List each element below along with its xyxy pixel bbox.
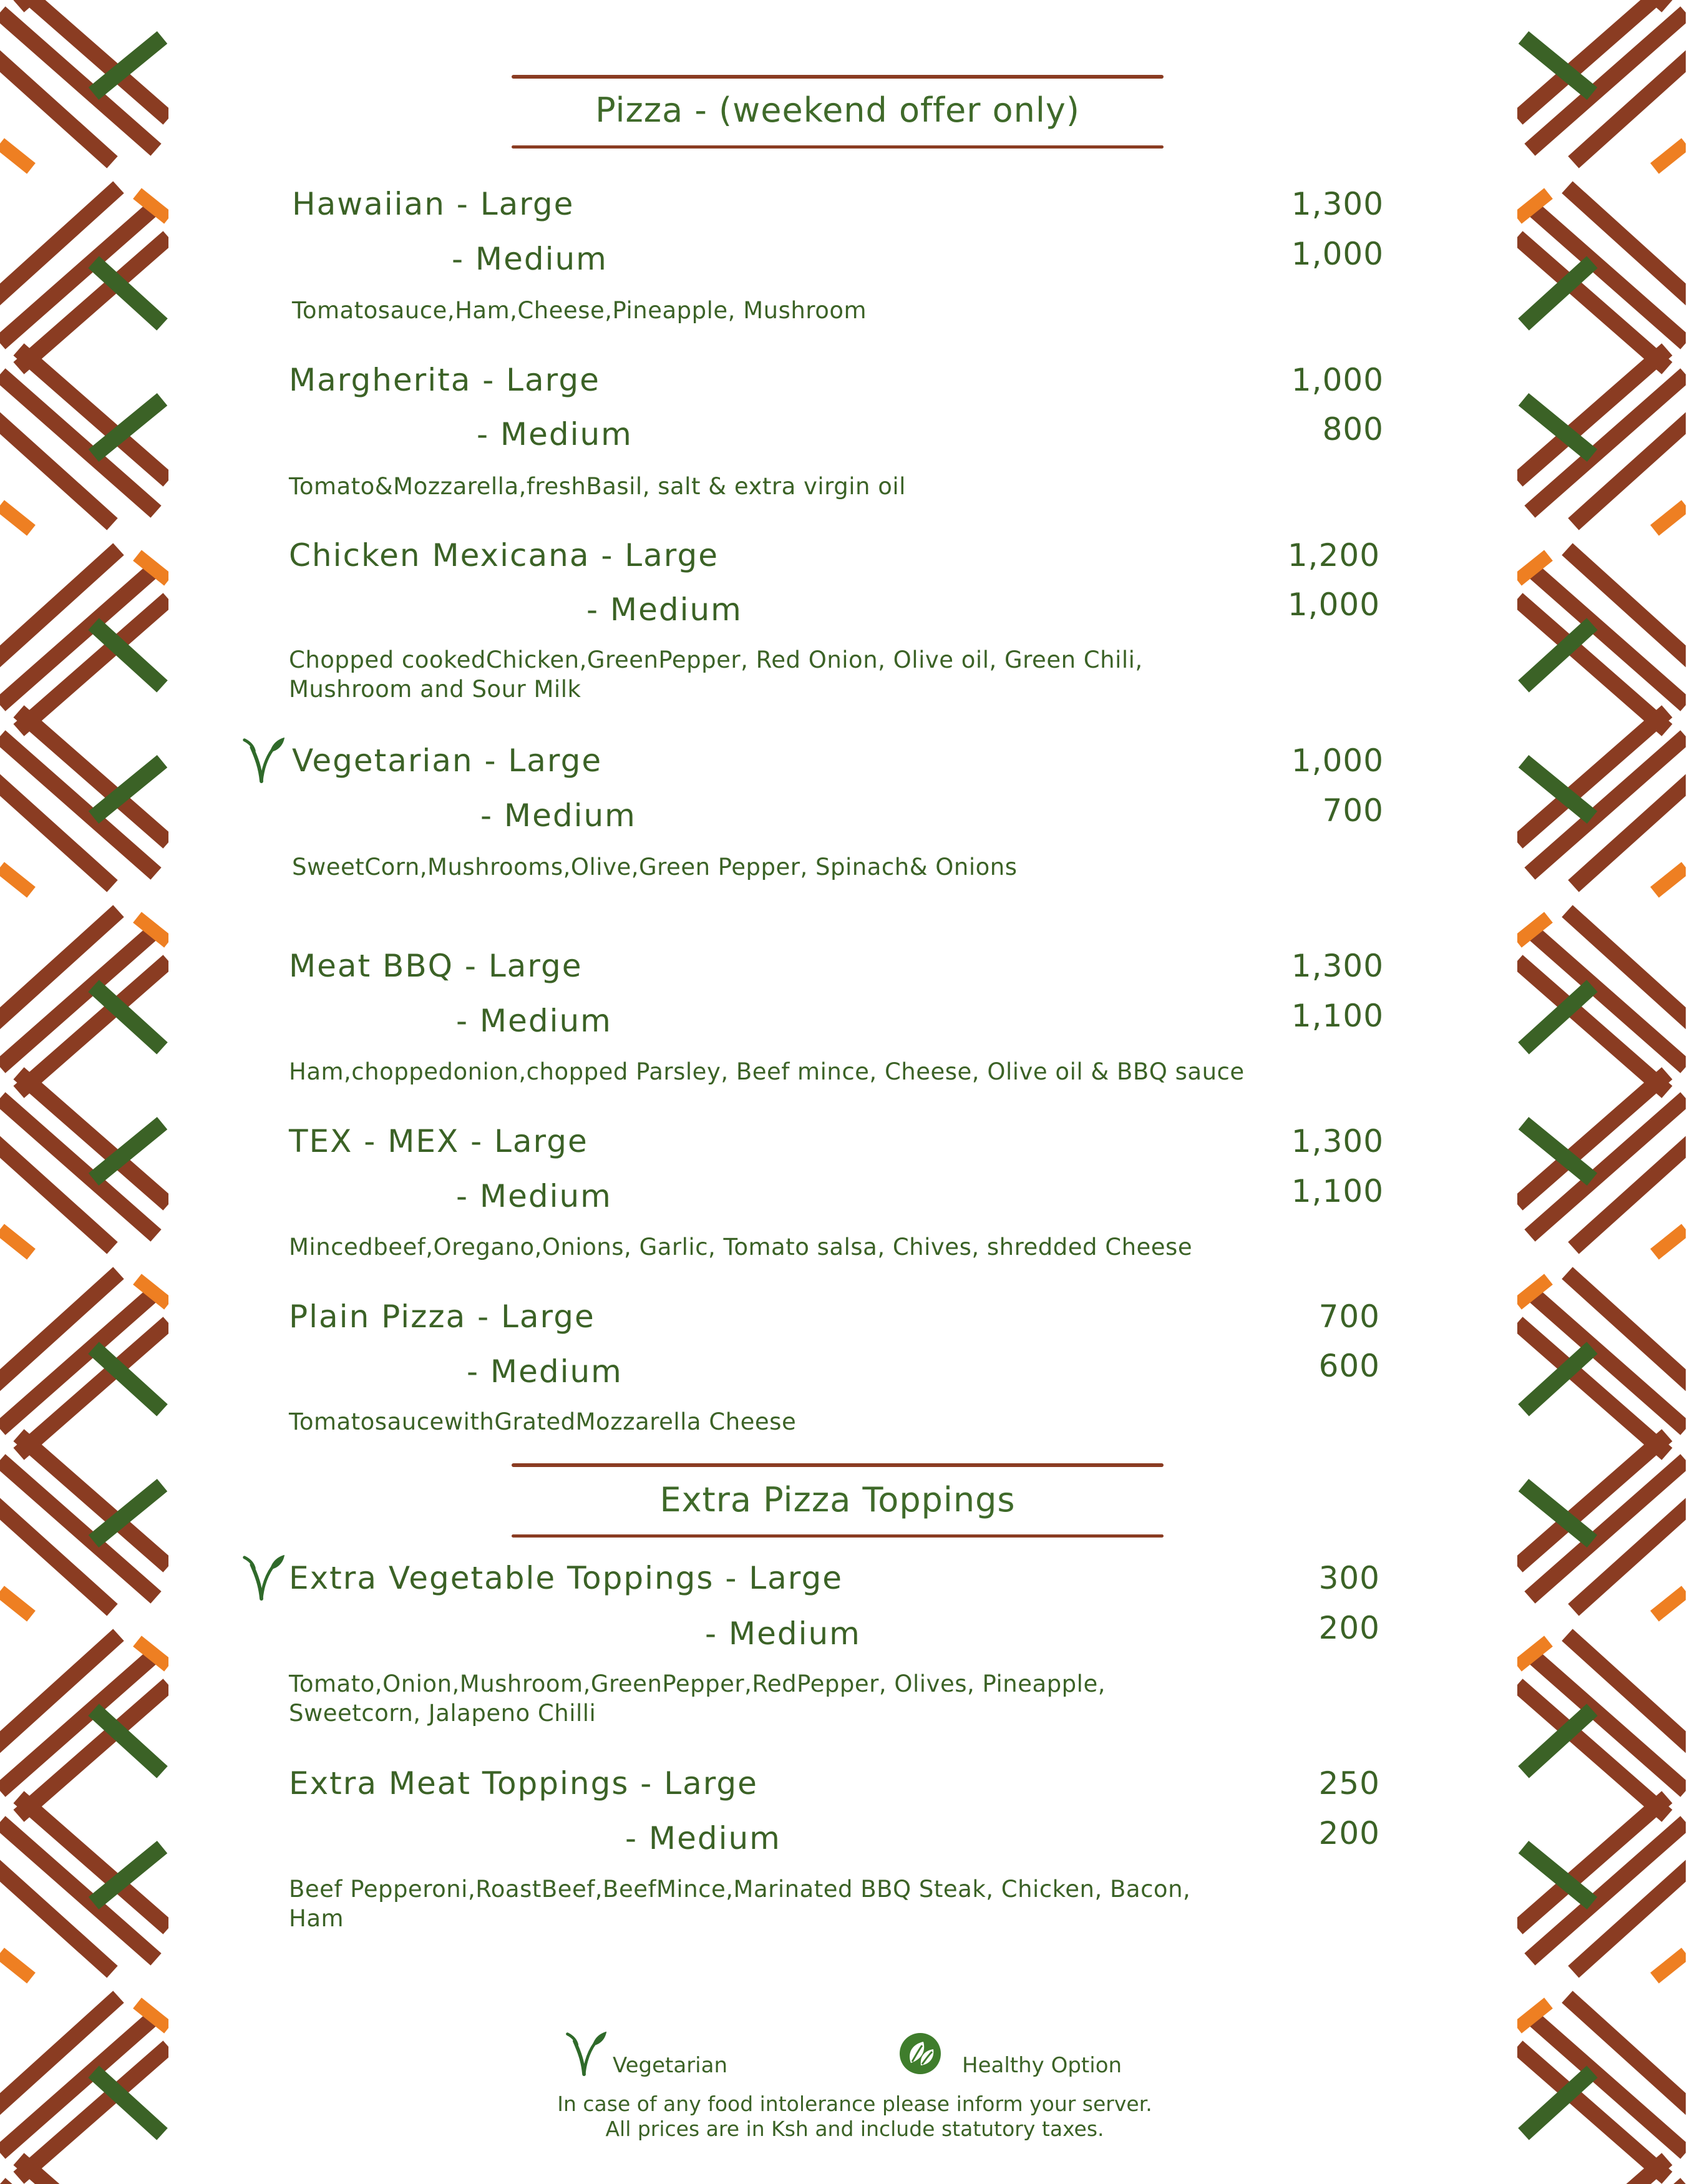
price-large-vegetarian: 1,000	[1291, 743, 1384, 779]
price-medium-extra-vegetable: 200	[1318, 1610, 1380, 1646]
item-size-chicken-mexicana: - Medium	[586, 592, 742, 628]
price-large-tex-mex: 1,300	[1291, 1123, 1384, 1159]
toppings-rule-bottom	[512, 1534, 1164, 1538]
vegetarian-sprout-icon	[238, 735, 287, 784]
item-size-extra-vegetable: - Medium	[705, 1616, 861, 1652]
section-title-toppings: Extra Pizza Toppings	[659, 1480, 1016, 1519]
price-medium-hawaiian: 1,000	[1291, 236, 1384, 272]
item-desc-margherita: Tomato&Mozzarella,freshBasil, salt & extra virgin oil	[289, 473, 906, 500]
item-size-meat-bbq: - Medium	[456, 1003, 612, 1039]
item-desc-extra-vegetable-line2: Sweetcorn, Jalapeno Chilli	[289, 1700, 596, 1727]
item-desc-plain-pizza: TomatosaucewithGratedMozzarella Cheese	[289, 1408, 797, 1435]
price-large-margherita: 1,000	[1291, 362, 1384, 398]
price-medium-chicken-mexicana: 1,000	[1287, 587, 1380, 623]
item-size-tex-mex: - Medium	[456, 1178, 612, 1214]
item-desc-chicken-mexicana-line2: Mushroom and Sour Milk	[289, 676, 581, 703]
price-medium-plain-pizza: 600	[1318, 1348, 1380, 1384]
footer-note-intolerance: In case of any food intolerance please inform your server.	[557, 2092, 1152, 2116]
item-name-chicken-mexicana: Chicken Mexicana - Large	[289, 537, 719, 573]
price-large-plain-pizza: 700	[1318, 1299, 1380, 1335]
price-medium-extra-meat: 200	[1318, 1815, 1380, 1851]
item-size-margherita: - Medium	[477, 416, 633, 452]
item-desc-hawaiian: Tomatosauce,Ham,Cheese,Pineapple, Mushroom	[292, 297, 867, 324]
price-medium-meat-bbq: 1,100	[1291, 998, 1384, 1034]
item-desc-tex-mex: Mincedbeef,Oregano,Onions, Garlic, Tomato salsa, Chives, shredded Cheese	[289, 1234, 1193, 1260]
item-desc-extra-meat-line2: Ham	[289, 1905, 344, 1932]
item-name-extra-meat: Extra Meat Toppings - Large	[289, 1765, 758, 1801]
item-name-meat-bbq: Meat BBQ - Large	[289, 948, 583, 984]
item-size-plain-pizza: - Medium	[467, 1353, 623, 1390]
toppings-rule-top	[512, 1463, 1164, 1467]
header-rule-bottom	[512, 145, 1164, 149]
footer-note-prices: All prices are in Ksh and include statutory taxes.	[605, 2117, 1104, 2141]
healthy-leaf-icon	[898, 2032, 942, 2075]
item-desc-vegetarian: SweetCorn,Mushrooms,Olive,Green Pepper, Spinach& Onions	[292, 854, 1018, 880]
price-large-chicken-mexicana: 1,200	[1287, 537, 1380, 573]
price-large-hawaiian: 1,300	[1291, 186, 1384, 222]
price-medium-vegetarian: 700	[1322, 792, 1384, 829]
item-desc-chicken-mexicana: Chopped cookedChicken,GreenPepper, Red Onion, Olive oil, Green Chili,	[289, 646, 1143, 673]
vegetarian-sprout-icon	[238, 1553, 287, 1601]
price-large-extra-meat: 250	[1318, 1765, 1380, 1801]
price-large-meat-bbq: 1,300	[1291, 948, 1384, 984]
item-size-extra-meat: - Medium	[625, 1820, 781, 1856]
item-desc-extra-vegetable: Tomato,Onion,Mushroom,GreenPepper,RedPepper, Olives, Pineapple,	[289, 1670, 1106, 1697]
item-desc-meat-bbq: Ham,choppedonion,chopped Parsley, Beef mince, Cheese, Olive oil & BBQ sauce	[289, 1058, 1245, 1085]
legend-vegetarian-label: Vegetarian	[613, 2053, 728, 2078]
item-size-hawaiian: - Medium	[452, 241, 608, 277]
item-name-margherita: Margherita - Large	[289, 362, 600, 398]
price-large-extra-vegetable: 300	[1318, 1560, 1380, 1596]
item-name-extra-vegetable: Extra Vegetable Toppings - Large	[289, 1560, 843, 1596]
item-size-vegetarian: - Medium	[480, 797, 636, 834]
legend-healthy-label: Healthy Option	[962, 2053, 1122, 2078]
item-name-vegetarian: Vegetarian - Large	[292, 743, 603, 779]
item-name-hawaiian: Hawaiian - Large	[292, 186, 575, 222]
price-medium-margherita: 800	[1322, 411, 1384, 447]
legend-vegetarian-icon	[562, 2029, 609, 2077]
item-name-plain-pizza: Plain Pizza - Large	[289, 1299, 595, 1335]
price-medium-tex-mex: 1,100	[1291, 1173, 1384, 1209]
item-desc-extra-meat: Beef Pepperoni,RoastBeef,BeefMince,Marinated BBQ Steak, Chicken, Bacon,	[289, 1876, 1191, 1903]
section-title-pizza: Pizza - (weekend offer only)	[595, 90, 1080, 130]
header-rule-top	[512, 75, 1164, 79]
item-name-tex-mex: TEX - MEX - Large	[289, 1123, 588, 1159]
